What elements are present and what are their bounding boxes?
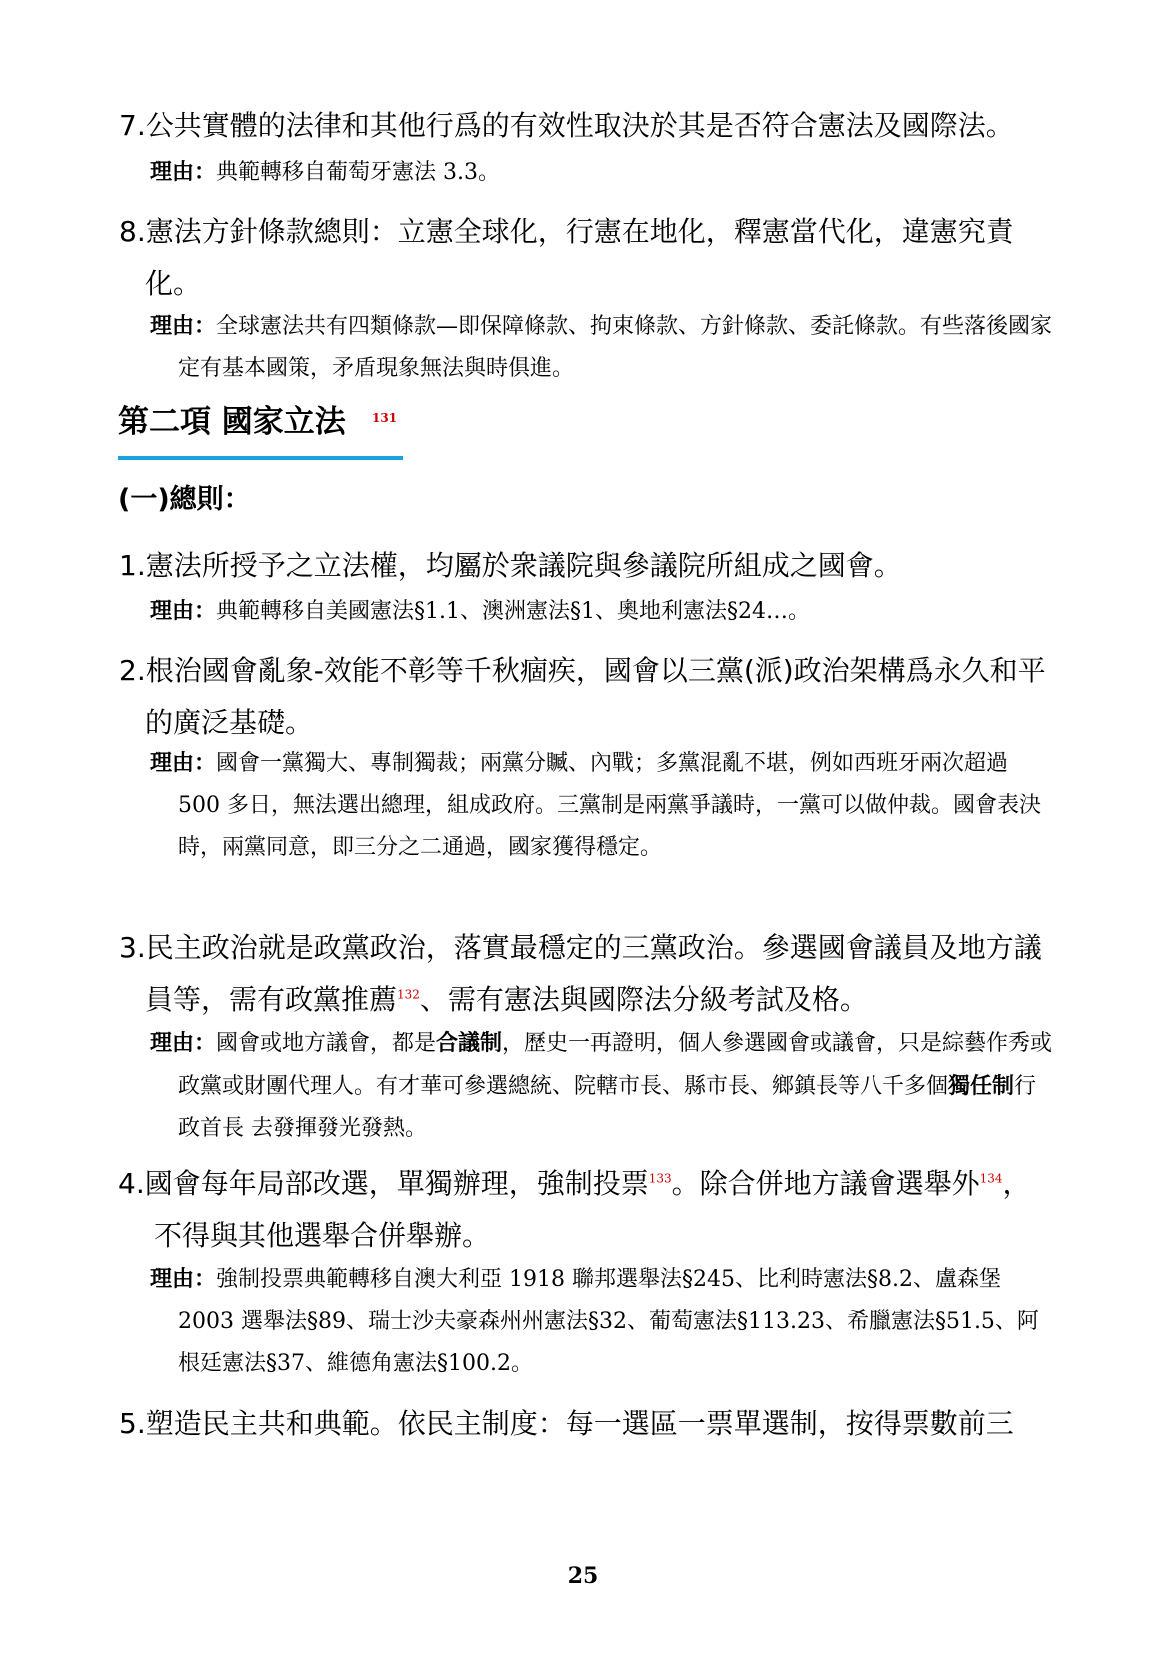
reason-label: 理由： <box>150 313 217 339</box>
item-8-text: 8.憲法方針條款總則：立憲全球化，行憲在地化，釋憲當代化，違憲究責化。 <box>119 215 1014 300</box>
subsection-heading <box>118 480 1166 520</box>
reason-3 <box>0 1022 1166 1150</box>
page-number: 25 <box>567 1563 599 1589</box>
item-4-text-a: 4.國會每年局部改選，單獨辦理，強制投票 <box>118 1167 649 1200</box>
subsection-title: (一)總則： <box>118 484 251 515</box>
item-1 <box>0 540 1166 592</box>
reason-2 <box>0 742 1166 869</box>
reason-3-text-a: 國會或地方議會，都是 <box>216 1031 437 1056</box>
item-4 <box>0 1158 1166 1262</box>
reason-label: 理由： <box>150 598 217 624</box>
reason-7-text: 典範轉移自葡萄牙憲法 3.3。 <box>216 160 500 185</box>
item-4-text-b: 。除合併地方議會選舉外 <box>671 1167 980 1200</box>
reason-8 <box>0 305 1166 390</box>
item-4-line-1 <box>118 1158 1051 1210</box>
item-3 <box>0 922 1166 1026</box>
reason-3-emphasis-b: 獨任制 <box>948 1073 1015 1099</box>
footnote-marker-131: 131 <box>372 411 398 425</box>
reason-label: 理由： <box>150 1030 217 1056</box>
item-5-text: 5.塑造民主共和典範。依民主制度：每一選區一票單選制，按得票數前三 <box>119 1407 1014 1440</box>
reason-label: 理由： <box>150 159 217 185</box>
footnote-marker-133: 133 <box>648 1171 672 1186</box>
item-3-text-b: 、需有憲法與國際法分級考試及格。 <box>419 983 868 1016</box>
footnote-marker-134: 134 <box>979 1171 1003 1186</box>
item-1-text: 1.憲法所授予之立法權，均屬於衆議院與參議院所組成之國會。 <box>119 549 902 582</box>
reason-1-text: 典範轉移自美國憲法§1.1、澳洲憲法§1、奧地利憲法§24…。 <box>216 599 810 624</box>
item-4-line-2 <box>118 1210 1051 1262</box>
item-2 <box>0 645 1166 749</box>
reason-4-text: 強制投票典範轉移自澳大利亞 1918 聯邦選舉法§245、比利時憲法§8.2、盧森堡 2003 選舉法§89、瑞士沙夫豪森州州憲法§32、葡萄憲法§113.23、希臘憲法§51.5、阿根廷憲法§37、維德角憲法§100.2。 <box>178 1267 1039 1376</box>
footnote-marker-132: 132 <box>397 987 420 1002</box>
reason-4 <box>0 1258 1166 1385</box>
reason-7 <box>0 151 1166 194</box>
reason-1 <box>0 590 1166 633</box>
item-2-text: 2.根治國會亂象-效能不彰等千秋痼疾，國會以三黨(派)政治架構爲永久和平的廣泛基礎。 <box>119 654 1046 739</box>
item-7 <box>0 100 1166 152</box>
item-3-text-a: 3.民主政治就是政黨政治，落實最穩定的三黨政治。參選國會議員及地方議員等，需有政黨推薦 <box>119 931 1042 1016</box>
reason-8-text: 全球憲法共有四類條款—即保障條款、拘束條款、方針條款、委託條款。有些落後國家定有基本國策，矛盾現象無法與時俱進。 <box>178 314 1053 381</box>
reason-3-text-c: 行政首長 去發揮發光發熱。 <box>178 1074 1037 1141</box>
item-4-text-c: ， <box>1002 1167 1031 1200</box>
reason-3-emphasis-a: 合議制 <box>436 1030 503 1056</box>
item-5 <box>0 1398 1166 1450</box>
section-title: 第二項 國家立法 <box>118 404 346 440</box>
reason-3-text-b: ，歷史一再證明，個人參選國會或議會，只是綜藝作秀或政黨或財團代理人。有才華可參選總統、院轄市長、縣市長、鄉鎮長等八千多個 <box>178 1031 1053 1099</box>
item-7-text: 7.公共實體的法律和其他行爲的有效性取決於其是否符合憲法及國際法。 <box>119 109 1014 142</box>
item-4-text-line2: 不得與其他選舉合併舉辦。 <box>154 1219 491 1252</box>
section-heading <box>118 400 403 460</box>
reason-2-text: 國會一黨獨大、專制獨裁；兩黨分贓、內戰；多黨混亂不堪，例如西班牙兩次超過 500 多日，無法選出總理，組成政府。三黨制是兩黨爭議時，一黨可以做仲裁。國會表決時，兩黨同意，即三分之二通過，國家獲得穩定。 <box>178 751 1041 860</box>
reason-label: 理由： <box>150 750 217 776</box>
item-8 <box>0 206 1166 310</box>
reason-label: 理由： <box>150 1266 217 1292</box>
